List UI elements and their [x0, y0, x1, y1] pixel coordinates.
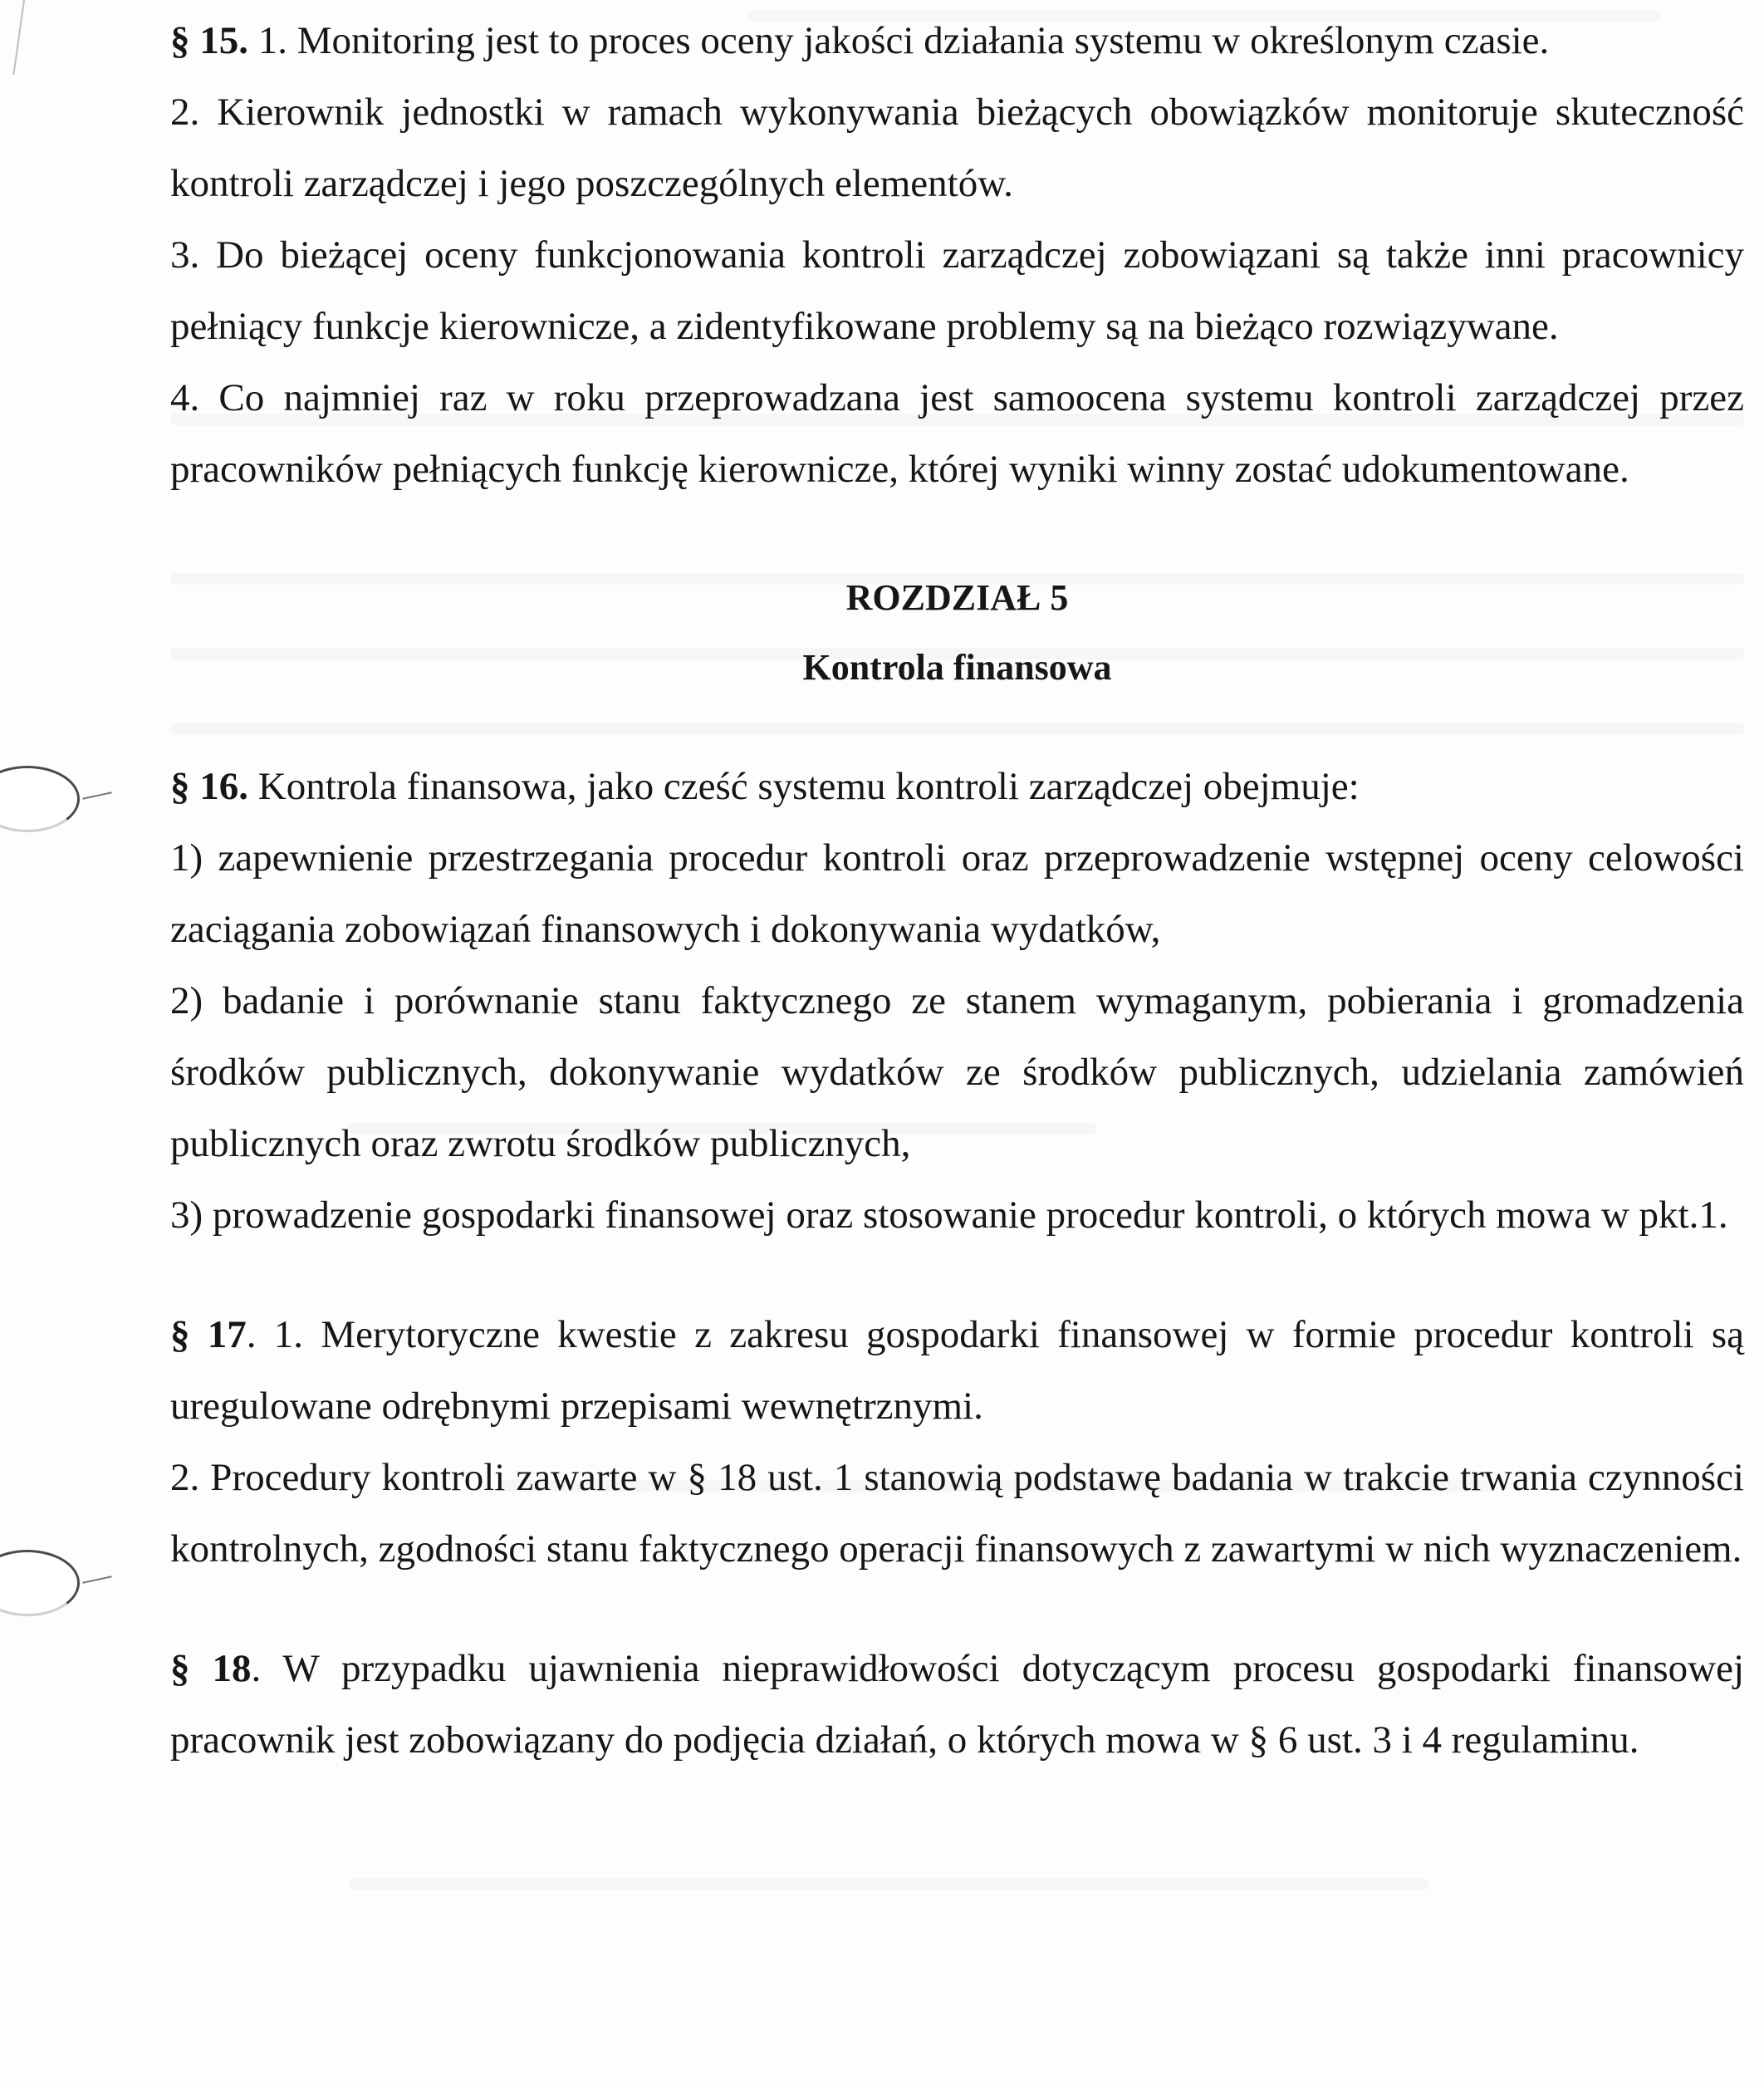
paragraph-16-intro [170, 751, 1744, 822]
paragraph-18 [170, 1633, 1744, 1776]
chapter-title: Kontrola finansowa [802, 647, 1112, 688]
paragraph-17-1 [170, 1299, 1744, 1442]
paragraph-15-2: 2. Kierownik jednostki w ramach wykonywania bieżących obowiązków monitoruje skuteczność kontroli zarządczej i jego poszczególnych elementów. [170, 91, 1744, 205]
section-17-point-1: . 1. Merytoryczne kwestie z zakresu gospodarki finansowej w formie procedur kontroli są uregulowane odrębnymi przepisami wewnętrznymi. [170, 1313, 1744, 1428]
section-15-point-1: 1. Monitoring jest to proces oceny jakości działania systemu w określonym czasie. [248, 19, 1550, 62]
section-16-number: § 16. [170, 765, 248, 808]
section-18-number: § 18 [170, 1647, 252, 1690]
section-16-intro-text: Kontrola finansowa, jako cześć systemu kontroli zarządczej obejmuje: [248, 765, 1360, 808]
paragraph-15-4: 4. Co najmniej raz w roku przeprowadzana jest samoocena systemu kontroli zarządczej przez pracowników pełniących funkcję kierownicze, której wyniki winny zostać udokumentowane. [170, 376, 1744, 491]
paragraph-15-3: 3. Do bieżącej oceny funkcjonowania kontroli zarządczej zobowiązani są także inni pracownicy pełniący funkcje kierownicze, a zidentyfikowane problemy są na bieżąco rozwiązywane. [170, 233, 1744, 348]
paragraph-17-2: 2. Procedury kontroli zawarte w § 18 ust. 1 stanowią podstawę badania w trakcie trwania czynności kontrolnych, zgodności stanu faktycznego operacji finansowych z zawartymi w nich wyznaczeniem. [170, 1456, 1744, 1571]
paragraph-16-item-3: 3) prowadzenie gospodarki finansowej oraz stosowanie procedur kontroli, o których mowa w pkt.1. [170, 1193, 1728, 1237]
section-18-text: . W przypadku ujawnienia nieprawidłowości dotyczącym procesu gospodarki finansowej pracownik jest zobowiązany do podjęcia działań, o których mowa w § 6 ust. 3 i 4 regulaminu. [170, 1647, 1745, 1762]
section-15-number: § 15. [170, 19, 248, 62]
section-17-number: § 17 [170, 1313, 247, 1356]
paragraph-16-item-2: 2) badanie i porównanie stanu faktycznego ze stanem wymaganym, pobierania i gromadzenia środków publicznych, dokonywanie wydatków ze środków publicznych, udzielania zamówień publicznych oraz zwrotu środków publicznych, [170, 979, 1744, 1165]
punch-hole [0, 1550, 80, 1616]
paragraph-15-1 [170, 5, 1744, 76]
document-page [170, 0, 1744, 2083]
paragraph-16-item-1: 1) zapewnienie przestrzegania procedur kontroli oraz przeprowadzenie wstępnej oceny celowości zaciągania zobowiązań finansowych i dokonywania wydatków, [170, 836, 1744, 951]
page-corner-fold [0, 0, 25, 75]
punch-hole [0, 766, 80, 832]
chapter-number: ROZDZIAŁ 5 [845, 577, 1069, 618]
